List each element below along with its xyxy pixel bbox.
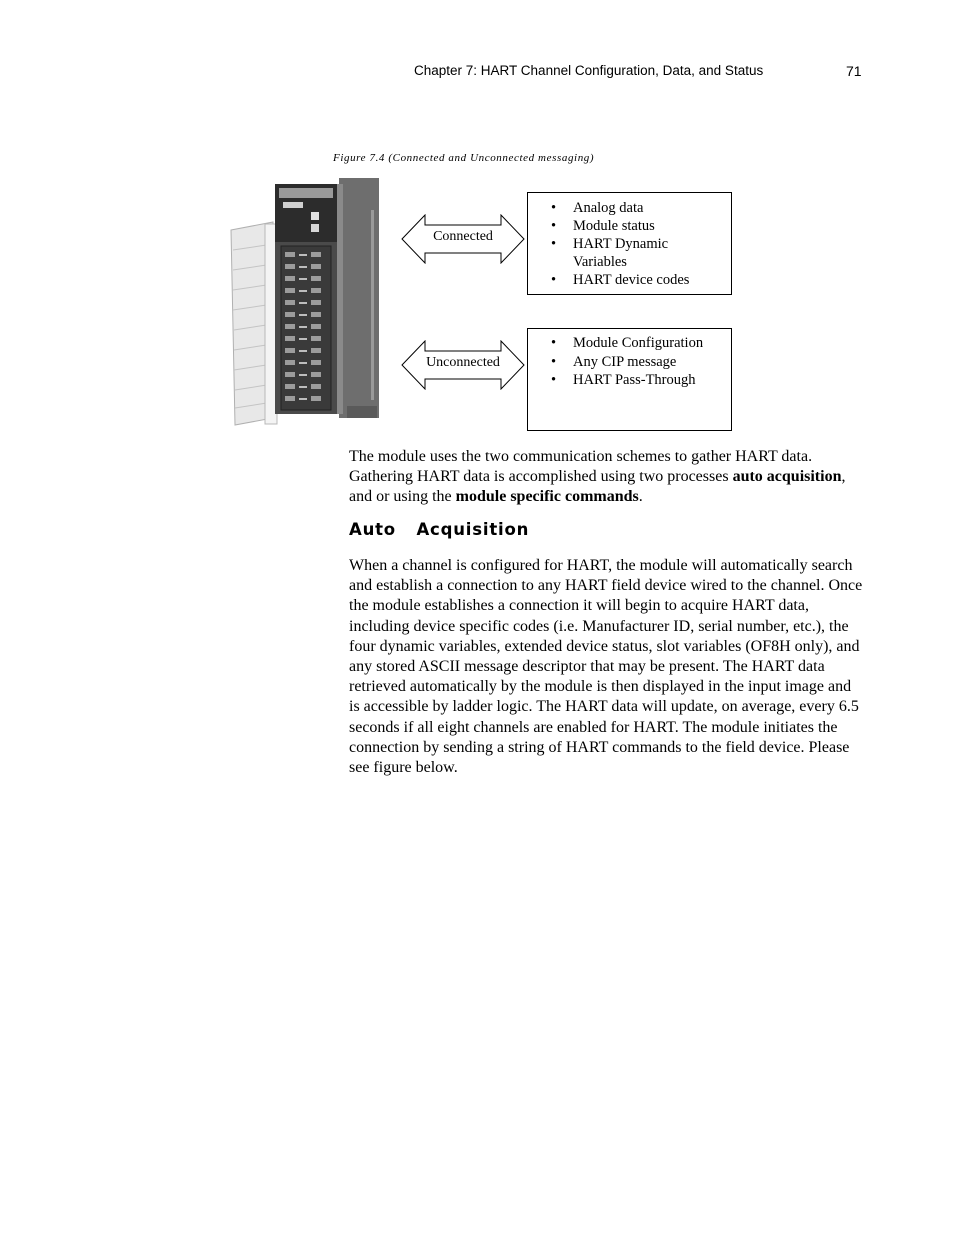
list-item: • Module Configuration	[528, 335, 731, 353]
intro-text: .	[638, 488, 643, 506]
list-item: • Analog data	[528, 200, 731, 218]
unconnected-label: Unconnected	[426, 355, 500, 370]
auto-acquisition-term: auto acquisition	[732, 468, 842, 486]
intro-text: , and or using the	[349, 468, 846, 506]
section-heading: Auto Acquisition	[349, 520, 530, 539]
chapter-header: Chapter 7: HART Channel Configuration, Data, and Status	[414, 63, 764, 78]
connected-label: Connected	[433, 229, 493, 244]
list-item: • HART device codes	[528, 272, 731, 290]
unconnected-arrow	[401, 340, 525, 390]
connected-data-box	[527, 192, 732, 295]
figure-caption: Figure 7.4 (Connected and Unconnected messaging)	[333, 152, 595, 164]
unconnected-data-box	[527, 328, 732, 431]
page-number: 71	[846, 63, 862, 79]
list-item: • HART Pass-Through	[528, 372, 731, 390]
io-module-image	[221, 170, 384, 432]
unconnected-item-list	[528, 335, 731, 390]
list-item: • HART Dynamic Variables	[528, 236, 731, 271]
connected-arrow	[401, 214, 525, 264]
module-specific-commands-term: module specific commands	[455, 488, 639, 506]
body-paragraph: When a channel is configured for HART, the module will automatically search and establish a connection to any HART field device wired to the channel. Once the module establishes a connection it will begin to acquire HART data, including device specific codes (i.e. Manufacturer ID, serial number, etc.), the four dynamic variables, extended device status, slot variables (OF8H only), and any stored ASCII message descriptor that may be present. The HART data retrieved automatically by the module is then displayed in the input image and is accessible by ladder logic. The HART data will update, on average, every 6.5 seconds if all eight channels are enabled for HART. The module initiates the connection by sending a string of HART commands to the field device. Please see figure below.	[349, 557, 863, 777]
intro-paragraph	[349, 447, 861, 508]
list-item: • Module status	[528, 218, 731, 236]
list-item: • Any CIP message	[528, 354, 731, 372]
connected-item-list	[528, 200, 731, 290]
intro-text: The module uses the two communication schemes to gather HART data. Gathering HART data is accomplished using two processes	[349, 448, 813, 486]
